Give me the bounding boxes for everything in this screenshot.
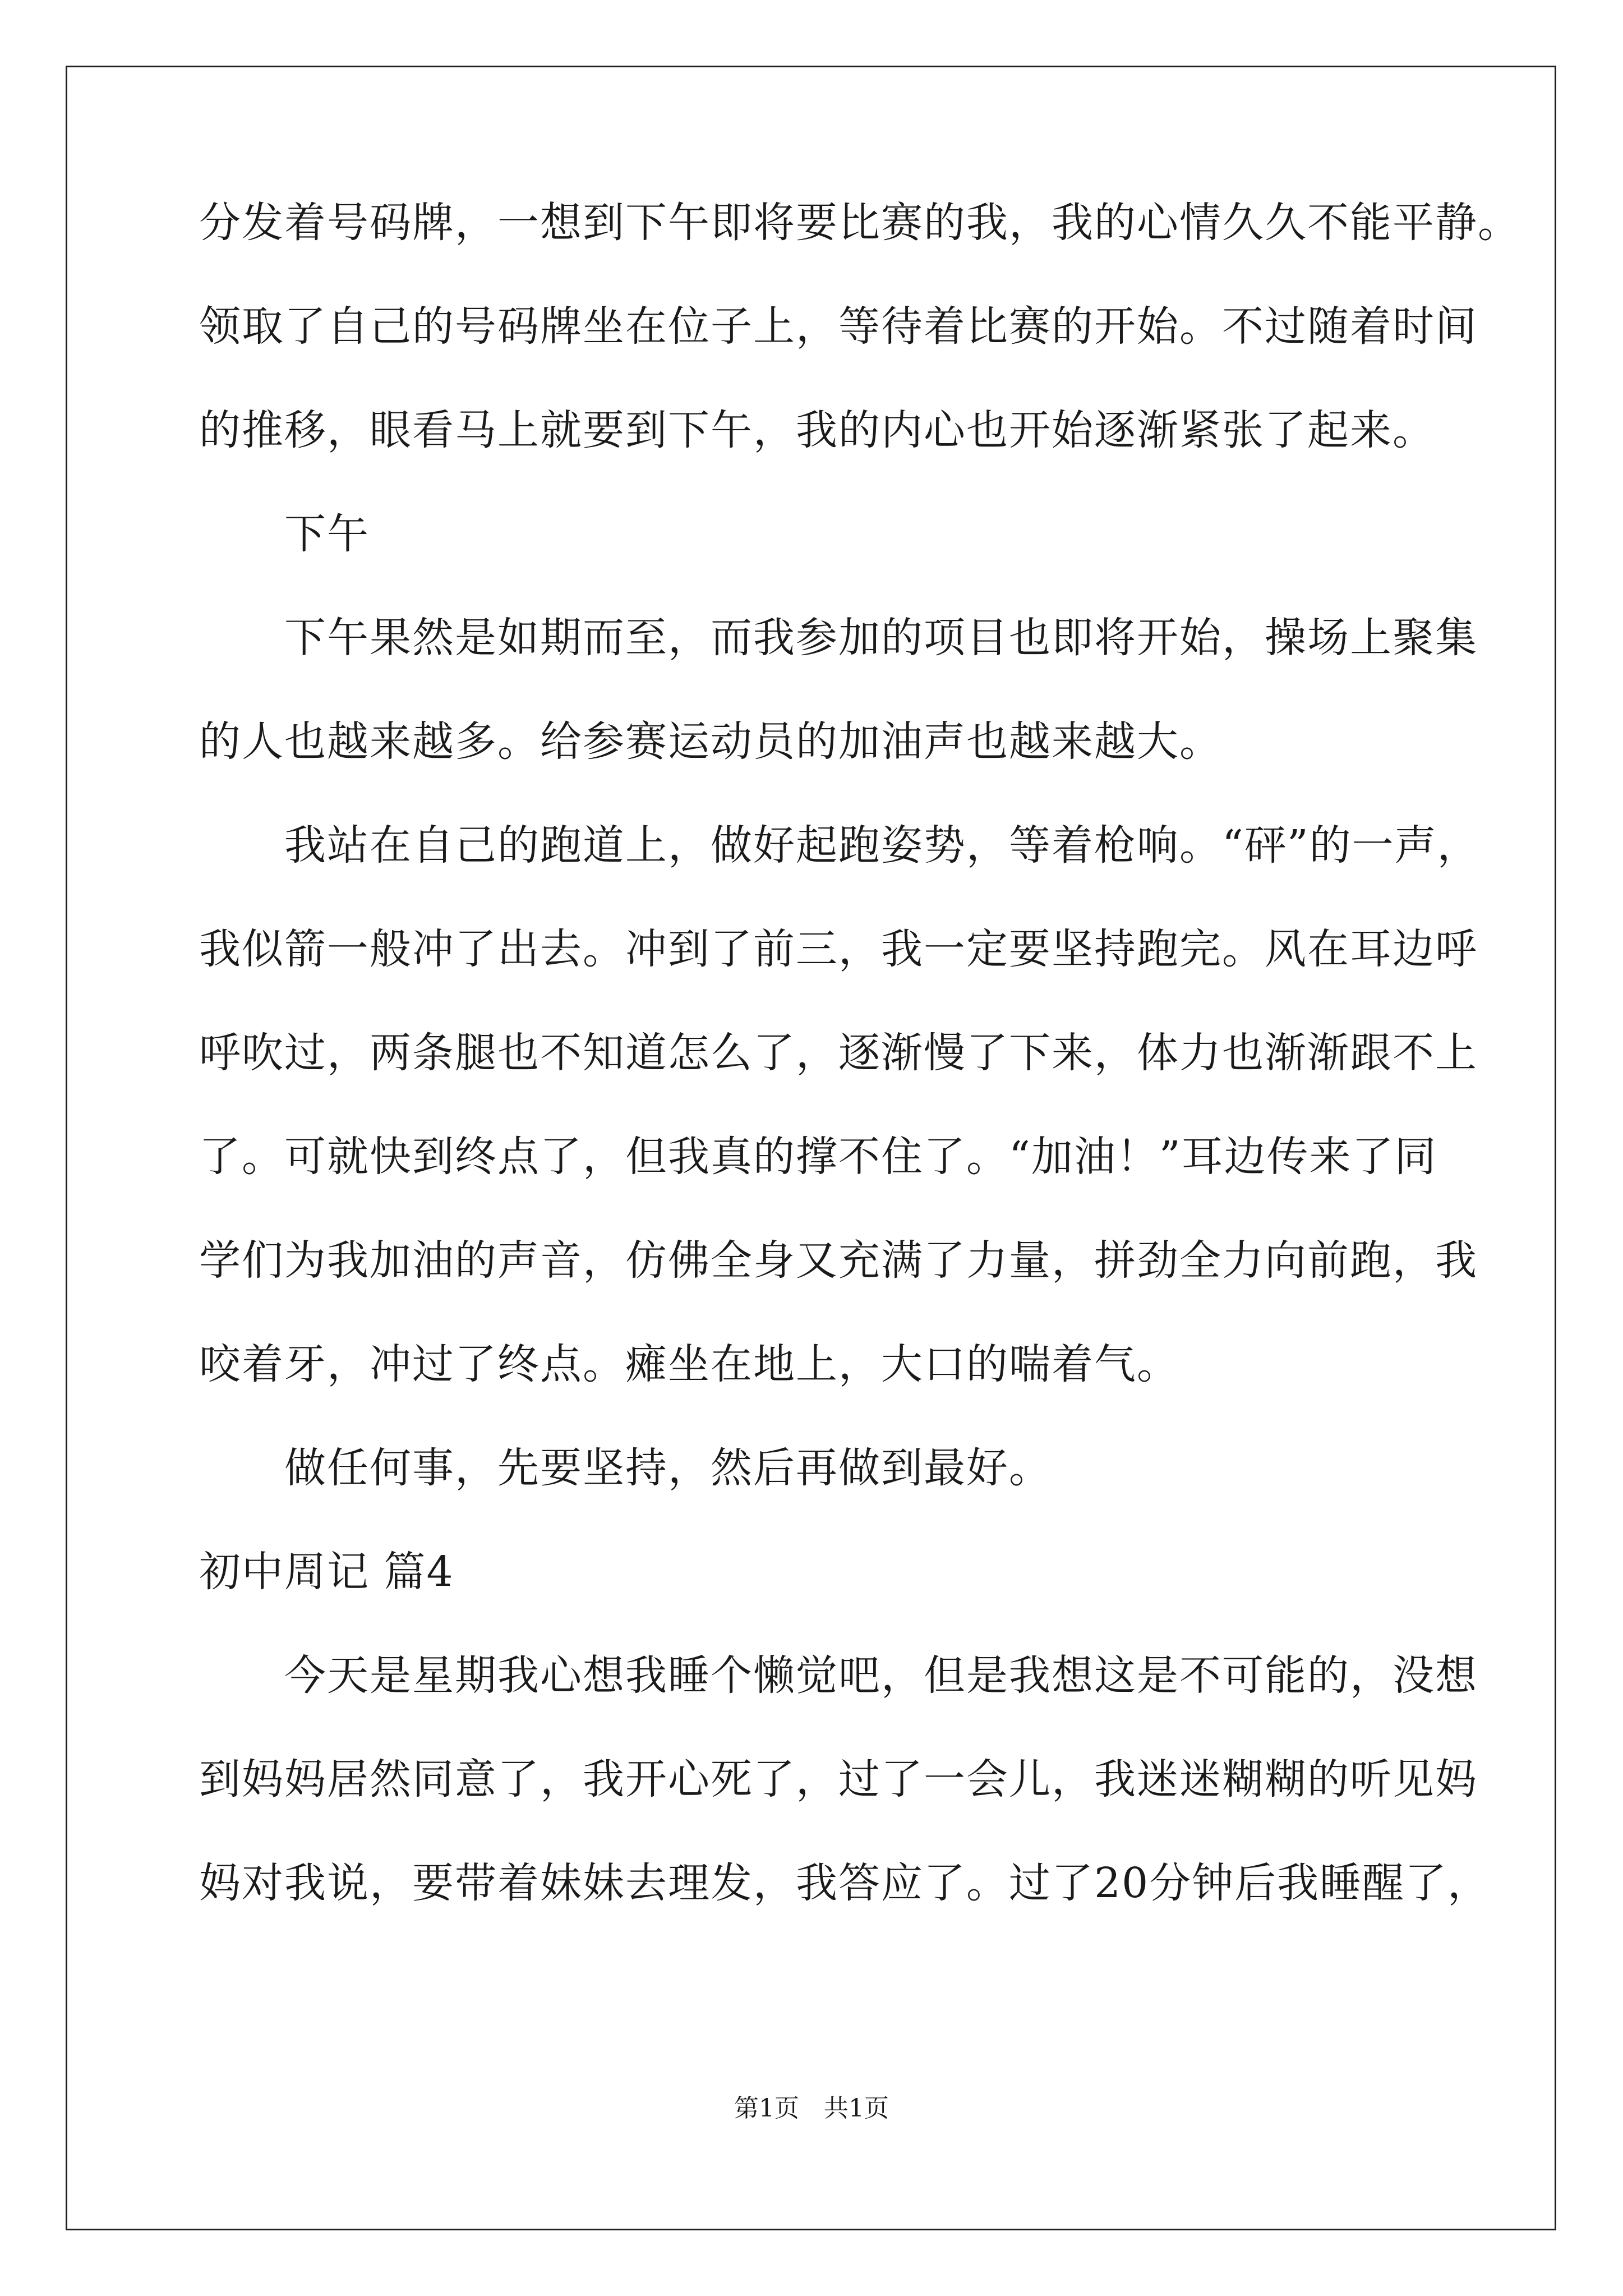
text-line: 咬着牙，冲过了终点。瘫坐在地上，大口的喘着气。 bbox=[199, 1340, 1179, 1388]
text-line: 领取了自己的号码牌坐在位子上，等待着比赛的开始。不过随着时间 bbox=[199, 302, 1478, 351]
text-line: 下午果然是如期而至，而我参加的项目也即将开始，操场上聚集 bbox=[199, 614, 1478, 662]
text-line: 的人也越来越多。给参赛运动员的加油声也越来越大。 bbox=[199, 717, 1222, 766]
text-line: 了。可就快到终点了，但我真的撑不住了。“加油！”耳边传来了同 bbox=[199, 1133, 1437, 1181]
text-line: 学们为我加油的声音，仿佛全身又充满了力量，拼劲全力向前跑，我 bbox=[199, 1236, 1478, 1285]
text-line: 我似箭一般冲了出去。冲到了前三，我一定要坚持跑完。风在耳边呼 bbox=[199, 925, 1478, 973]
text-line: 做任何事，先要坚持，然后再做到最好。 bbox=[199, 1444, 1052, 1492]
text-line: 妈对我说，要带着妹妹去理发，我答应了。过了20分钟后我睡醒了， bbox=[199, 1859, 1491, 1907]
text-line: 呼吹过，两条腿也不知道怎么了，逐渐慢了下来，体力也渐渐跟不上 bbox=[199, 1029, 1478, 1077]
text-line: 到妈妈居然同意了，我开心死了，过了一会儿，我迷迷糊糊的听见妈 bbox=[199, 1755, 1478, 1803]
section-subheading: 下午 bbox=[199, 510, 370, 558]
text-line: 分发着号码牌，一想到下午即将要比赛的我，我的心情久久不能平静。 bbox=[199, 199, 1520, 247]
section-heading: 初中周记 篇4 bbox=[199, 1548, 454, 1596]
text-line: 的推移，眼看马上就要到下午，我的内心也开始逐渐紧张了起来。 bbox=[199, 406, 1435, 454]
text-line: 我站在自己的跑道上，做好起跑姿势，等着枪响。“砰”的一声， bbox=[199, 821, 1480, 869]
text-line: 今天是星期我心想我睡个懒觉吧，但是我想这是不可能的，没想 bbox=[199, 1651, 1478, 1700]
page-footer: 第1页 共1页 bbox=[734, 2094, 889, 2123]
